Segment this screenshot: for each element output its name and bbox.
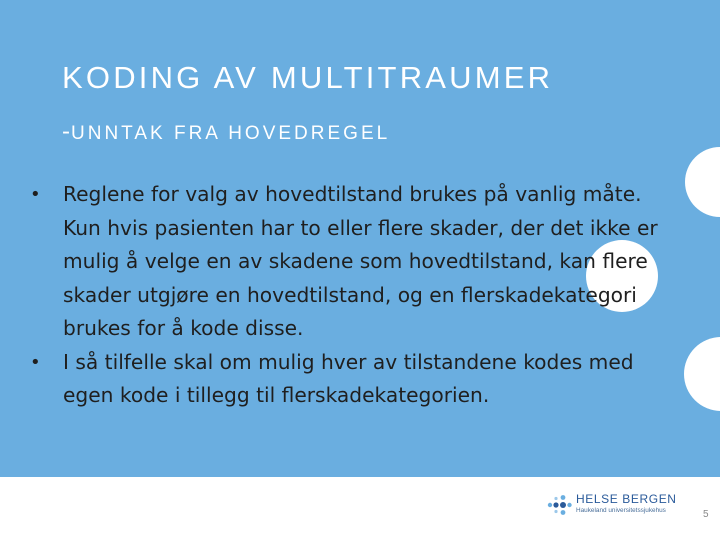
logo-subtitle: Haukeland universitetssjukehus [576,507,666,514]
bullet-dot-icon: • [30,351,41,373]
helse-bergen-logo [547,491,707,521]
slide-title: KODING AV MULTITRAUMER [62,60,554,95]
bullet-item [30,346,675,413]
bullet-list [30,178,675,413]
bullet-text: Reglene for valg av hovedtilstand brukes på vanlig måte. Kun hvis pasienten har to eller flere skader, der det ikke er mulig å velge en av skadene som hovedtilstand, kan flere skader utgjøre en hovedtilstand, og en flerskadekategori brukes for å kode disse. [63,182,658,340]
decorative-circle [685,147,720,217]
slide-subtitle [62,118,390,146]
slide-footer [0,477,720,540]
bullet-item [30,178,675,346]
bullet-text: I så tilfelle skal om mulig hver av tilstandene kodes med egen kode i tillegg til flerskadekategorien. [63,349,634,407]
subtitle-dash: - [62,118,71,145]
helse-bergen-dots-icon [547,492,573,518]
logo-name: HELSE BERGEN [576,492,677,506]
subtitle-text: UNNTAK FRA HOVEDREGEL [71,123,391,144]
page-number: 5 [703,509,709,520]
decorative-circle [684,337,720,411]
bullet-dot-icon: • [30,184,41,205]
